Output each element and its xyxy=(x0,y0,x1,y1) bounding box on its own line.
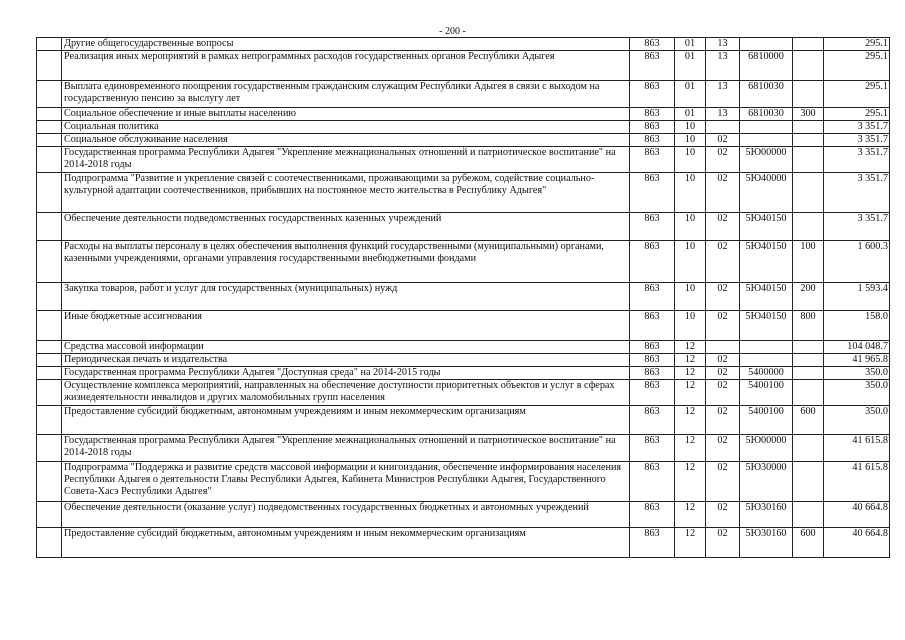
expense-type-code xyxy=(793,462,824,502)
expense-type-code xyxy=(793,213,824,241)
subsection-code: 02 xyxy=(706,354,740,367)
ministry-code: 863 xyxy=(630,121,675,134)
row-margin-cell xyxy=(37,406,62,435)
item-name: Государственная программа Республики Адыгея "Доступная среда" на 2014-2015 годы xyxy=(62,367,630,380)
amount: 295.1 xyxy=(824,81,890,108)
amount: 350.0 xyxy=(824,406,890,435)
ministry-code: 863 xyxy=(630,213,675,241)
table-row xyxy=(37,354,890,367)
subsection-code: 13 xyxy=(706,38,740,51)
section-code: 10 xyxy=(675,283,706,311)
table-row xyxy=(37,435,890,462)
item-name: Другие общегосударственные вопросы xyxy=(62,38,630,51)
expense-type-code xyxy=(793,51,824,81)
subsection-code: 02 xyxy=(706,367,740,380)
amount: 3 351.7 xyxy=(824,173,890,213)
subsection-code: 02 xyxy=(706,462,740,502)
row-margin-cell xyxy=(37,311,62,341)
amount: 41 615.8 xyxy=(824,462,890,502)
target-article-code: 5Ю40150 xyxy=(740,283,793,311)
section-code: 12 xyxy=(675,406,706,435)
ministry-code: 863 xyxy=(630,51,675,81)
table-row xyxy=(37,241,890,283)
item-name: Предоставление субсидий бюджетным, автономным учреждениям и иным некоммерческим организациям xyxy=(62,528,630,558)
target-article-code: 5Ю40150 xyxy=(740,241,793,283)
ministry-code: 863 xyxy=(630,241,675,283)
amount: 1 593.4 xyxy=(824,283,890,311)
ministry-code: 863 xyxy=(630,406,675,435)
expense-type-code xyxy=(793,341,824,354)
ministry-code: 863 xyxy=(630,354,675,367)
target-article-code xyxy=(740,38,793,51)
item-name: Выплата единовременного поощрения государственным гражданским служащим Республики Адыгея в связи с выходом на государственную пенсию за выслугу лет xyxy=(62,81,630,108)
ministry-code: 863 xyxy=(630,528,675,558)
target-article-code xyxy=(740,341,793,354)
ministry-code: 863 xyxy=(630,462,675,502)
amount: 295.1 xyxy=(824,108,890,121)
expense-type-code xyxy=(793,81,824,108)
item-name: Осуществление комплекса мероприятий, направленных на обеспечение доступности приоритетных объектов и услуг в сферах жизнедеятельности инвалидов и других маломобильных групп населения xyxy=(62,380,630,406)
subsection-code: 02 xyxy=(706,380,740,406)
ministry-code: 863 xyxy=(630,108,675,121)
subsection-code: 02 xyxy=(706,173,740,213)
target-article-code: 5Ю40000 xyxy=(740,173,793,213)
target-article-code: 6810030 xyxy=(740,108,793,121)
ministry-code: 863 xyxy=(630,173,675,213)
subsection-code: 13 xyxy=(706,81,740,108)
subsection-code xyxy=(706,121,740,134)
amount: 3 351.7 xyxy=(824,134,890,147)
target-article-code: 6810030 xyxy=(740,81,793,108)
row-margin-cell xyxy=(37,241,62,283)
table-row xyxy=(37,38,890,51)
target-article-code xyxy=(740,134,793,147)
item-name: Средства массовой информации xyxy=(62,341,630,354)
item-name: Обеспечение деятельности подведомственных государственных казенных учреждений xyxy=(62,213,630,241)
expense-type-code: 100 xyxy=(793,241,824,283)
section-code: 12 xyxy=(675,528,706,558)
row-margin-cell xyxy=(37,354,62,367)
item-name: Закупка товаров, работ и услуг для государственных (муниципальных) нужд xyxy=(62,283,630,311)
target-article-code: 6810000 xyxy=(740,51,793,81)
target-article-code xyxy=(740,354,793,367)
row-margin-cell xyxy=(37,121,62,134)
ministry-code: 863 xyxy=(630,367,675,380)
amount: 41 965.8 xyxy=(824,354,890,367)
table-row xyxy=(37,81,890,108)
amount: 3 351.7 xyxy=(824,147,890,173)
table-row xyxy=(37,380,890,406)
subsection-code: 02 xyxy=(706,283,740,311)
row-margin-cell xyxy=(37,213,62,241)
amount: 40 664.8 xyxy=(824,502,890,528)
section-code: 10 xyxy=(675,241,706,283)
row-margin-cell xyxy=(37,134,62,147)
table-row xyxy=(37,147,890,173)
section-code: 12 xyxy=(675,354,706,367)
row-margin-cell xyxy=(37,462,62,502)
item-name: Обеспечение деятельности (оказание услуг) подведомственных государственных бюджетных и автономных учреждений xyxy=(62,502,630,528)
subsection-code xyxy=(706,341,740,354)
ministry-code: 863 xyxy=(630,81,675,108)
row-margin-cell xyxy=(37,435,62,462)
expense-type-code xyxy=(793,380,824,406)
table-row xyxy=(37,121,890,134)
expense-type-code xyxy=(793,354,824,367)
row-margin-cell xyxy=(37,173,62,213)
target-article-code: 5Ю40150 xyxy=(740,213,793,241)
expense-type-code: 600 xyxy=(793,406,824,435)
table-row xyxy=(37,283,890,311)
section-code: 10 xyxy=(675,311,706,341)
ministry-code: 863 xyxy=(630,380,675,406)
target-article-code: 5400100 xyxy=(740,380,793,406)
row-margin-cell xyxy=(37,341,62,354)
table-row xyxy=(37,213,890,241)
subsection-code: 02 xyxy=(706,213,740,241)
row-margin-cell xyxy=(37,108,62,121)
section-code: 12 xyxy=(675,462,706,502)
row-margin-cell xyxy=(37,38,62,51)
section-code: 12 xyxy=(675,341,706,354)
row-margin-cell xyxy=(37,528,62,558)
table-row xyxy=(37,367,890,380)
target-article-code: 5Ю30160 xyxy=(740,528,793,558)
subsection-code: 13 xyxy=(706,51,740,81)
row-margin-cell xyxy=(37,502,62,528)
ministry-code: 863 xyxy=(630,38,675,51)
amount: 295.1 xyxy=(824,51,890,81)
section-code: 01 xyxy=(675,51,706,81)
ministry-code: 863 xyxy=(630,311,675,341)
item-name: Иные бюджетные ассигнования xyxy=(62,311,630,341)
target-article-code: 5400000 xyxy=(740,367,793,380)
subsection-code: 02 xyxy=(706,406,740,435)
table-row xyxy=(37,502,890,528)
row-margin-cell xyxy=(37,147,62,173)
item-name: Подпрограмма "Развитие и укрепление связей с соотечественниками, проживающими за рубежом, содействие социально-культурной адаптации соотечественников, прибывших на постоянное место жительства в Республику Адыгея" xyxy=(62,173,630,213)
budget-table xyxy=(36,37,890,558)
item-name: Социальная политика xyxy=(62,121,630,134)
section-code: 01 xyxy=(675,108,706,121)
target-article-code: 5Ю30000 xyxy=(740,462,793,502)
subsection-code: 02 xyxy=(706,147,740,173)
table-row xyxy=(37,341,890,354)
target-article-code: 5400100 xyxy=(740,406,793,435)
section-code: 10 xyxy=(675,121,706,134)
item-name: Периодическая печать и издательства xyxy=(62,354,630,367)
amount: 3 351.7 xyxy=(824,121,890,134)
table-row xyxy=(37,406,890,435)
section-code: 10 xyxy=(675,173,706,213)
section-code: 10 xyxy=(675,147,706,173)
table-row xyxy=(37,108,890,121)
subsection-code: 02 xyxy=(706,528,740,558)
amount: 158.0 xyxy=(824,311,890,341)
row-margin-cell xyxy=(37,380,62,406)
amount: 350.0 xyxy=(824,367,890,380)
ministry-code: 863 xyxy=(630,147,675,173)
expense-type-code: 800 xyxy=(793,311,824,341)
ministry-code: 863 xyxy=(630,502,675,528)
amount: 40 664.8 xyxy=(824,528,890,558)
row-margin-cell xyxy=(37,283,62,311)
page-number: - 200 - xyxy=(439,26,466,37)
target-article-code: 5Ю00000 xyxy=(740,147,793,173)
expense-type-code xyxy=(793,147,824,173)
table-row xyxy=(37,134,890,147)
table-row xyxy=(37,462,890,502)
section-code: 01 xyxy=(675,81,706,108)
table-row xyxy=(37,173,890,213)
section-code: 10 xyxy=(675,134,706,147)
target-article-code: 5Ю40150 xyxy=(740,311,793,341)
item-name: Государственная программа Республики Адыгея "Укрепление межнациональных отношений и патриотическое воспитание" на 2014-2018 годы xyxy=(62,435,630,462)
expense-type-code xyxy=(793,435,824,462)
section-code: 01 xyxy=(675,38,706,51)
expense-type-code xyxy=(793,502,824,528)
table-row xyxy=(37,528,890,558)
expense-type-code xyxy=(793,121,824,134)
subsection-code: 02 xyxy=(706,241,740,283)
expense-type-code: 600 xyxy=(793,528,824,558)
expense-type-code xyxy=(793,38,824,51)
item-name: Реализация иных мероприятий в рамках непрограммных расходов государственных органов Республики Адыгея xyxy=(62,51,630,81)
amount: 104 048.7 xyxy=(824,341,890,354)
subsection-code: 02 xyxy=(706,435,740,462)
table-row xyxy=(37,51,890,81)
amount: 1 600.3 xyxy=(824,241,890,283)
item-name: Расходы на выплаты персоналу в целях обеспечения выполнения функций государственными (муниципальными) органами, казенными учреждениями, органами управления государственными внебюджетными фондами xyxy=(62,241,630,283)
target-article-code: 5Ю00000 xyxy=(740,435,793,462)
amount: 350.0 xyxy=(824,380,890,406)
section-code: 12 xyxy=(675,367,706,380)
section-code: 12 xyxy=(675,380,706,406)
amount: 41 615.8 xyxy=(824,435,890,462)
item-name: Подпрограмма "Поддержка и развитие средств массовой информации и книгоиздания, обеспечение информирования населения Республики Адыгея о деятельности Главы Республики Адыгея, Кабинета Министров Республики Адыгея, Государственного Совета-Хасэ Республики Адыгея" xyxy=(62,462,630,502)
row-margin-cell xyxy=(37,81,62,108)
expense-type-code xyxy=(793,173,824,213)
item-name: Предоставление субсидий бюджетным, автономным учреждениям и иным некоммерческим организациям xyxy=(62,406,630,435)
expense-type-code xyxy=(793,134,824,147)
subsection-code: 02 xyxy=(706,134,740,147)
expense-type-code xyxy=(793,367,824,380)
item-name: Социальное обеспечение и иные выплаты населению xyxy=(62,108,630,121)
target-article-code: 5Ю30160 xyxy=(740,502,793,528)
ministry-code: 863 xyxy=(630,341,675,354)
amount: 3 351.7 xyxy=(824,213,890,241)
target-article-code xyxy=(740,121,793,134)
expense-type-code: 200 xyxy=(793,283,824,311)
amount: 295.1 xyxy=(824,38,890,51)
section-code: 12 xyxy=(675,502,706,528)
row-margin-cell xyxy=(37,367,62,380)
ministry-code: 863 xyxy=(630,134,675,147)
subsection-code: 02 xyxy=(706,311,740,341)
section-code: 12 xyxy=(675,435,706,462)
ministry-code: 863 xyxy=(630,283,675,311)
item-name: Социальное обслуживание населения xyxy=(62,134,630,147)
row-margin-cell xyxy=(37,51,62,81)
subsection-code: 13 xyxy=(706,108,740,121)
table-row xyxy=(37,311,890,341)
section-code: 10 xyxy=(675,213,706,241)
subsection-code: 02 xyxy=(706,502,740,528)
item-name: Государственная программа Республики Адыгея "Укрепление межнациональных отношений и патриотическое воспитание" на 2014-2018 годы xyxy=(62,147,630,173)
expense-type-code: 300 xyxy=(793,108,824,121)
ministry-code: 863 xyxy=(630,435,675,462)
